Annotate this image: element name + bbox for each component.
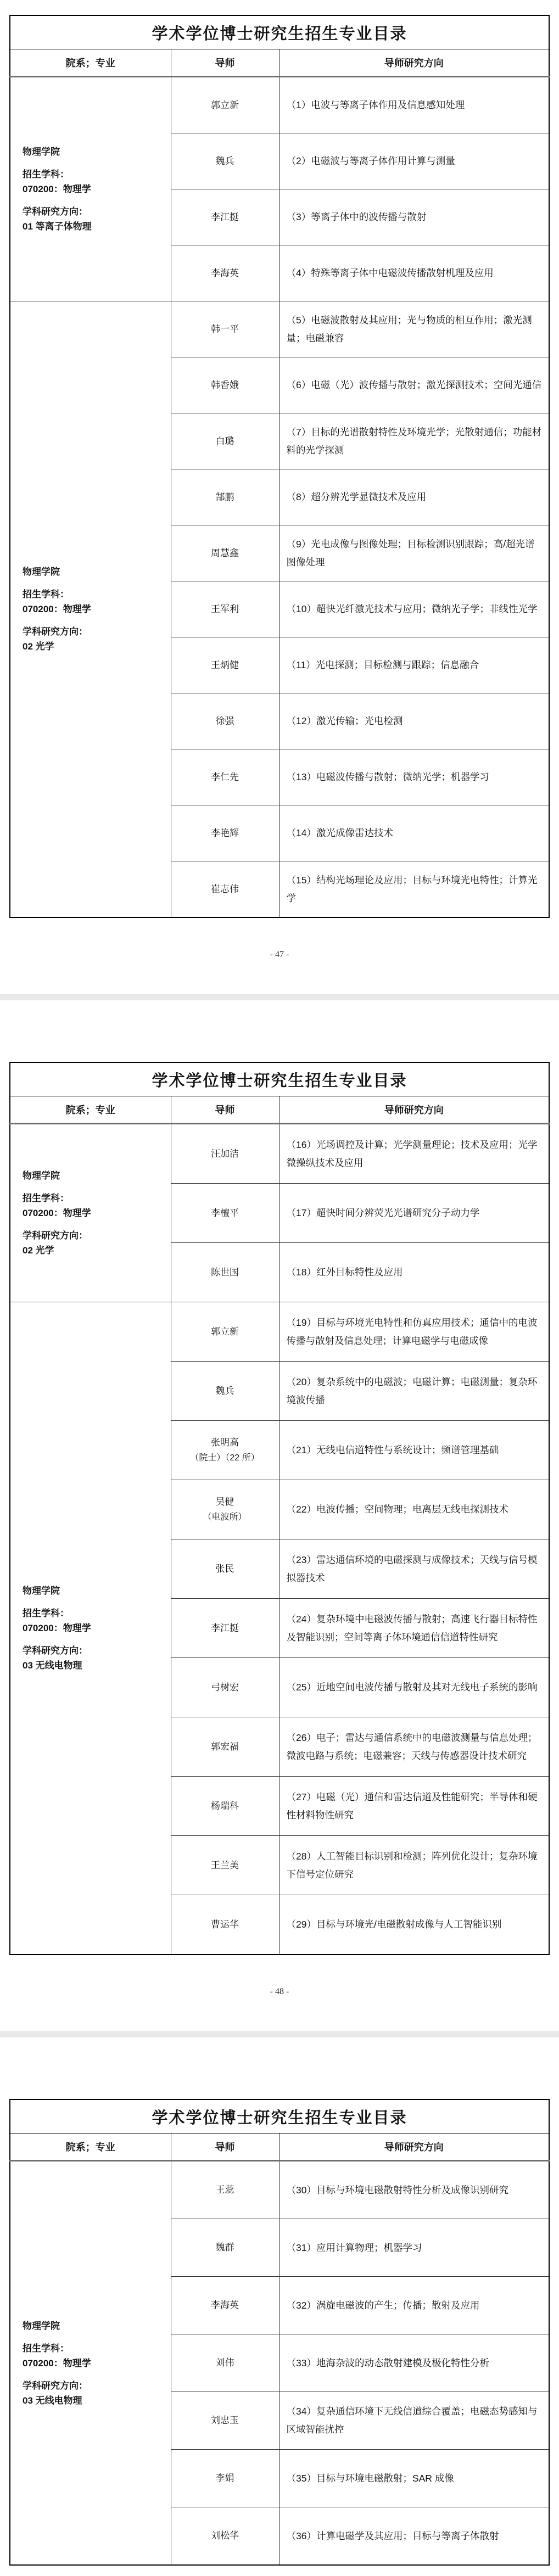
advisor-cell — [171, 1836, 279, 1895]
department-line: 物理学院 — [23, 147, 60, 157]
department-line: 学科研究方向： — [23, 1645, 88, 1656]
page-separator-bar — [0, 994, 559, 1000]
advisor-cell — [171, 77, 279, 133]
advisor-cell — [171, 301, 279, 357]
advisor-name: 韩一平 — [211, 323, 239, 334]
advisor-cell — [171, 1421, 279, 1480]
advisor-cell — [171, 1599, 279, 1658]
department-text-group — [23, 587, 166, 617]
advisor-name: 魏群 — [215, 2242, 234, 2253]
advisor-cell — [171, 2392, 279, 2450]
table-wrapper — [0, 2037, 559, 2566]
advisor-cell — [171, 2507, 279, 2566]
direction-cell: （18）红外目标特性及应用 — [279, 1243, 549, 1302]
department-text-group — [23, 564, 166, 579]
advisor-cell — [171, 133, 279, 189]
advisor-name: 曹运华 — [211, 1919, 239, 1930]
catalog-table — [9, 15, 550, 918]
advisor-cell — [171, 693, 279, 749]
column-header-advisor: 导师 — [171, 1096, 279, 1124]
direction-cell: （13）电磁波传播与散射；微纳光学；机器学习 — [279, 749, 549, 805]
advisor-name: 王军利 — [211, 603, 239, 614]
advisor-cell — [171, 1895, 279, 1955]
table-row — [10, 2161, 549, 2219]
direction-cell: （30）目标与环境电磁散射特性分析及成像识别研究 — [279, 2161, 549, 2219]
department-text-group — [23, 1191, 166, 1220]
advisor-name: 魏兵 — [215, 155, 234, 166]
advisor-cell — [171, 1658, 279, 1717]
advisor-name: 王蕊 — [215, 2185, 234, 2195]
table-row — [10, 1302, 549, 1362]
direction-cell: （27）电磁（光）通信和雷达信道及性能研究；半导体和硬性材料物性研究 — [279, 1777, 549, 1836]
advisor-name: 陈世国 — [211, 1267, 239, 1278]
advisor-cell — [171, 1717, 279, 1777]
advisor-cell — [171, 581, 279, 637]
catalog-page — [0, 0, 559, 994]
advisor-cell — [171, 189, 279, 245]
advisor-cell — [171, 1777, 279, 1836]
advisor-cell — [171, 861, 279, 918]
department-line: 03 无线电物理 — [23, 1660, 82, 1671]
table-row — [10, 301, 549, 357]
advisor-name: 李海英 — [211, 2300, 239, 2310]
column-header-advisor: 导师 — [171, 49, 279, 77]
advisor-name: 郭立新 — [211, 99, 239, 110]
department-text-group — [23, 1168, 166, 1183]
department-cell — [10, 301, 171, 918]
advisor-name: 弓树宏 — [211, 1682, 239, 1693]
advisor-name: 刘忠玉 — [211, 2415, 239, 2426]
table-wrapper — [0, 15, 559, 918]
direction-cell: （23）雷达通信环境的电磁探测与成像技术；天线与信号模拟器技术 — [279, 1539, 549, 1599]
advisor-cell — [171, 1302, 279, 1362]
department-line: 招生学科： — [23, 2343, 69, 2354]
department-text-group — [23, 144, 166, 159]
table-row — [10, 1124, 549, 1184]
department-text-group — [23, 1228, 166, 1258]
table-wrapper — [0, 1000, 559, 1955]
advisor-name: 张明高 — [211, 1437, 239, 1448]
direction-cell: （16）光场调控及计算；光学测量理论；技术及应用；光学微操纵技术及应用 — [279, 1124, 549, 1184]
department-line: 招生学科： — [23, 589, 69, 600]
advisor-cell — [171, 2277, 279, 2334]
direction-cell: （6）电磁（光）波传播与散射；激光探测技术；空间光通信 — [279, 357, 549, 413]
department-cell — [10, 1302, 171, 1955]
advisor-cell — [171, 245, 279, 301]
department-line: 070200：物理学 — [23, 184, 91, 194]
advisor-name: 郭立新 — [211, 1326, 239, 1337]
advisor-cell — [171, 637, 279, 693]
column-header-department: 院系；专业 — [10, 2133, 171, 2161]
direction-cell: （22）电波传播；空间物理；电离层无线电探测技术 — [279, 1480, 549, 1539]
title-row — [10, 15, 549, 49]
advisor-note: （电波所） — [203, 1512, 247, 1522]
department-line: 招生学科： — [23, 1608, 69, 1619]
department-line: 02 光学 — [23, 641, 54, 652]
direction-cell: （20）复杂系统中的电磁波；电磁计算；电磁测量；复杂环境波传播 — [279, 1362, 549, 1421]
advisor-cell — [171, 1184, 279, 1243]
advisor-cell — [171, 525, 279, 581]
department-line: 学科研究方向： — [23, 626, 88, 637]
department-text-group — [23, 1583, 166, 1598]
advisor-cell — [171, 2334, 279, 2392]
advisor-name: 郭宏福 — [211, 1741, 239, 1752]
advisor-cell — [171, 469, 279, 525]
direction-cell: （5）电磁波散射及其应用；光与物质的相互作用；激光测量；电磁兼容 — [279, 301, 549, 357]
department-cell — [10, 77, 171, 301]
direction-cell: （32）涡旋电磁波的产生；传播；散射及应用 — [279, 2277, 549, 2334]
department-line: 070200：物理学 — [23, 1623, 91, 1633]
catalog-page — [0, 1000, 559, 2031]
page-number: - 48 - — [270, 1987, 289, 1996]
advisor-cell — [171, 1243, 279, 1302]
department-line: 招生学科： — [23, 169, 69, 180]
department-text-group — [23, 167, 166, 197]
direction-cell: （28）人工智能目标识别和检测；阵列优化设计；复杂环境下信号定位研究 — [279, 1836, 549, 1895]
department-line: 物理学院 — [23, 2320, 60, 2331]
advisor-name: 吴健 — [215, 1496, 234, 1507]
department-text-group — [23, 204, 166, 234]
department-text-group — [23, 624, 166, 654]
advisor-name: 李海英 — [211, 267, 239, 278]
direction-cell: （8）超分辨光学显微技术及应用 — [279, 469, 549, 525]
advisor-name: 李檀平 — [211, 1207, 239, 1218]
advisor-name: 刘伟 — [215, 2357, 234, 2368]
advisor-cell — [171, 2219, 279, 2277]
advisor-name: 汪加洁 — [211, 1148, 239, 1159]
advisor-name: 白璐 — [215, 435, 234, 446]
direction-cell: （14）激光成像雷达技术 — [279, 805, 549, 861]
department-text-group — [23, 2319, 166, 2333]
direction-cell: （15）结构光场理论及应用；目标与环境光电特性；计算光学 — [279, 861, 549, 918]
advisor-note: （院士）（22 所） — [190, 1453, 260, 1463]
direction-cell: （33）地海杂波的动态散射建模及极化特性分析 — [279, 2334, 549, 2392]
advisor-cell — [171, 1124, 279, 1184]
table-row — [10, 77, 549, 133]
column-header-row — [10, 49, 549, 77]
advisor-name: 李江挺 — [211, 1622, 239, 1633]
page-title: 学术学位博士研究生招生专业目录 — [10, 15, 549, 49]
page-bottom-gap — [0, 2566, 559, 2576]
department-line: 学科研究方向： — [23, 2380, 88, 2391]
direction-cell: （29）目标与环境光/电磁散射成像与人工智能识别 — [279, 1895, 549, 1955]
column-header-department: 院系；专业 — [10, 49, 171, 77]
advisor-name: 周慧鑫 — [211, 547, 239, 558]
column-header-direction: 导师研究方向 — [279, 2133, 549, 2161]
department-cell — [10, 2161, 171, 2566]
title-row — [10, 1062, 549, 1096]
advisor-name: 韩香娥 — [211, 379, 239, 390]
advisor-name: 李娟 — [215, 2473, 234, 2483]
direction-cell: （1）电波与等离子体作用及信息感知处理 — [279, 77, 549, 133]
direction-cell: （4）特殊等离子体中电磁波传播散射机理及应用 — [279, 245, 549, 301]
direction-cell: （34）复杂通信环境下无线信道综合覆盖；电磁态势感知与区域智能扰控 — [279, 2392, 549, 2450]
catalog-table — [9, 2099, 550, 2566]
direction-cell: （19）目标与环境光电特性和仿真应用技术；通信中的电波传播与散射及信息处理；计算电磁学与电磁成像 — [279, 1302, 549, 1362]
advisor-name: 李艳辉 — [211, 827, 239, 838]
direction-cell: （24）复杂环境中电磁波传播与散射；高速飞行器目标特性及智能识别；空间等离子体环境通信信道特性研究 — [279, 1599, 549, 1658]
department-line: 02 光学 — [23, 1245, 54, 1256]
catalog-table — [9, 1062, 550, 1955]
department-text-group — [23, 2341, 166, 2371]
department-line: 物理学院 — [23, 567, 60, 577]
advisor-name: 王炳健 — [211, 659, 239, 670]
advisor-cell — [171, 805, 279, 861]
direction-cell: （25）近地空间电波传播与散射及其对无线电子系统的影响 — [279, 1658, 549, 1717]
advisor-name: 李仁先 — [211, 771, 239, 782]
advisor-cell — [171, 749, 279, 805]
direction-cell: （9）光电成像与图像处理；目标检测识别跟踪；高/超光谱图像处理 — [279, 525, 549, 581]
direction-cell: （3）等离子体中的波传播与散射 — [279, 189, 549, 245]
advisor-cell — [171, 357, 279, 413]
direction-cell: （12）激光传输；光电检测 — [279, 693, 549, 749]
direction-cell: （2）电磁波与等离子体作用计算与测量 — [279, 133, 549, 189]
page-number: - 47 - — [270, 950, 289, 959]
department-line: 学科研究方向： — [23, 1230, 88, 1241]
page-separator-bar — [0, 2031, 559, 2037]
column-header-advisor: 导师 — [171, 2133, 279, 2161]
advisor-name: 崔志伟 — [211, 883, 239, 894]
department-line: 物理学院 — [23, 1171, 60, 1181]
advisor-name: 张民 — [215, 1563, 234, 1574]
department-line: 招生学科： — [23, 1193, 69, 1203]
department-line: 学科研究方向： — [23, 206, 88, 217]
advisor-name: 杨瑞科 — [211, 1800, 239, 1811]
column-header-row — [10, 1096, 549, 1124]
direction-cell: （35）目标与环境电磁散射；SAR 成像 — [279, 2450, 549, 2507]
catalog-page — [0, 2037, 559, 2576]
department-line: 01 等离子体物理 — [23, 221, 92, 232]
department-line: 070200：物理学 — [23, 1208, 91, 1218]
advisor-name: 魏兵 — [215, 1385, 234, 1396]
page-title: 学术学位博士研究生招生专业目录 — [10, 2099, 549, 2133]
advisor-name: 徐强 — [215, 715, 234, 726]
column-header-direction: 导师研究方向 — [279, 49, 549, 77]
department-line: 070200：物理学 — [23, 2357, 91, 2368]
direction-cell: （11）光电探测；目标检测与跟踪；信息融合 — [279, 637, 549, 693]
direction-cell: （7）目标的光谱散射特性及环境光学；光散射通信；功能材料的光学探测 — [279, 413, 549, 469]
department-cell — [10, 1124, 171, 1302]
advisor-name: 郜鹏 — [215, 491, 234, 502]
department-line: 070200：物理学 — [23, 604, 91, 614]
page-title: 学术学位博士研究生招生专业目录 — [10, 1062, 549, 1096]
department-line: 物理学院 — [23, 1586, 60, 1596]
department-line: 03 无线电物理 — [23, 2395, 82, 2406]
advisor-cell — [171, 413, 279, 469]
advisor-cell — [171, 2161, 279, 2219]
advisor-cell — [171, 2450, 279, 2507]
advisor-name: 刘松华 — [211, 2530, 239, 2541]
column-header-direction: 导师研究方向 — [279, 1096, 549, 1124]
column-header-row — [10, 2133, 549, 2161]
advisor-cell — [171, 1362, 279, 1421]
title-row — [10, 2099, 549, 2133]
department-text-group — [23, 1643, 166, 1673]
direction-cell: （36）计算电磁学及其应用；目标与等离子体散射 — [279, 2507, 549, 2566]
advisor-name: 李江挺 — [211, 211, 239, 222]
direction-cell: （26）电子；雷达与通信系统中的电磁波测量与信息处理；微波电路与系统；电磁兼容；天线与传感器设计技术研究 — [279, 1717, 549, 1777]
department-text-group — [23, 1606, 166, 1636]
direction-cell: （10）超快光纤激光技术与应用；微纳光子学；非线性光学 — [279, 581, 549, 637]
advisor-name: 王兰美 — [211, 1860, 239, 1871]
column-header-department: 院系；专业 — [10, 1096, 171, 1124]
direction-cell: （21）无线电信道特性与系统设计；频谱管理基础 — [279, 1421, 549, 1480]
direction-cell: （31）应用计算物理；机器学习 — [279, 2219, 549, 2277]
advisor-cell — [171, 1480, 279, 1539]
direction-cell: （17）超快时间分辨荧光光谱研究分子动力学 — [279, 1184, 549, 1243]
department-text-group — [23, 2378, 166, 2408]
advisor-cell — [171, 1539, 279, 1599]
